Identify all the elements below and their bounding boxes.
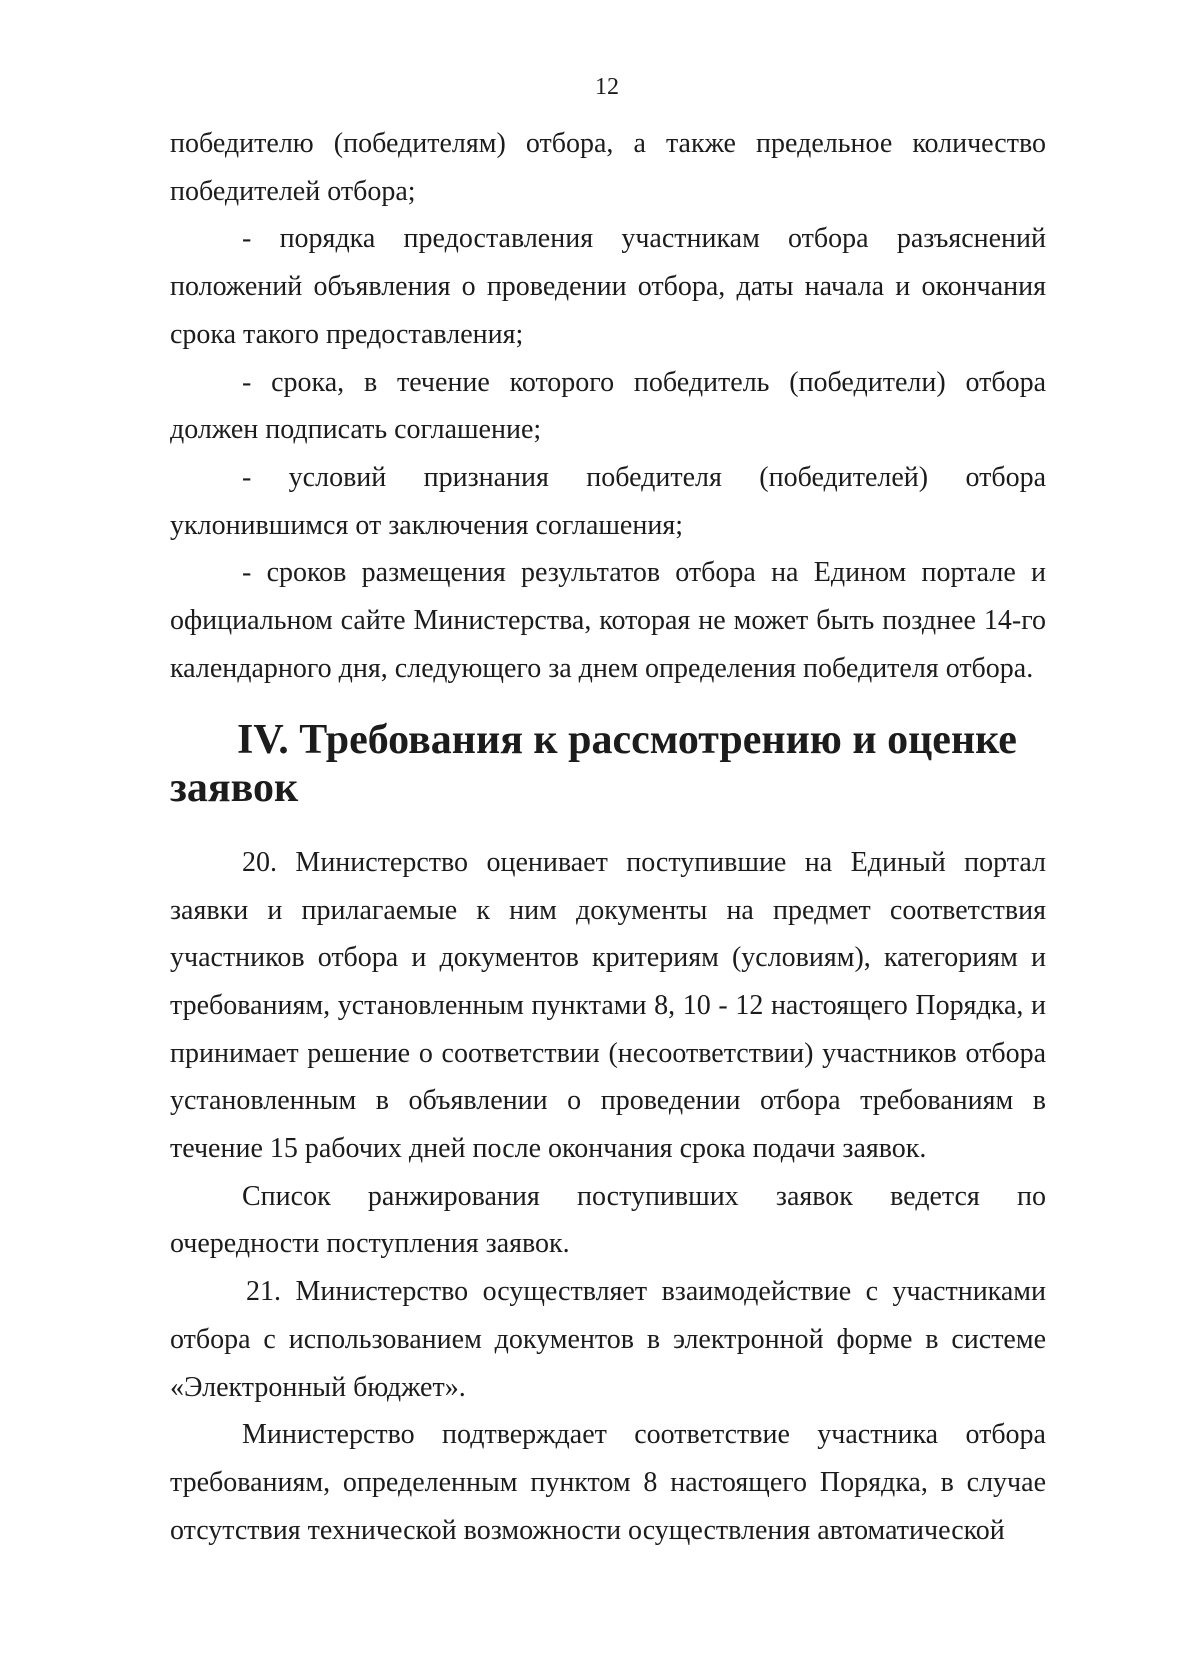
list-item-evasion-conditions: - условий признания победителя (победителей) отбора уклонившимся от заключения соглашения; (170, 461, 1046, 541)
paragraph-ministry-confirmation: Министерство подтверждает соответствие участника отбора требованиям, определенным пунктом 8 настоящего Порядка, в случае отсутствия технической возможности осуществления автоматической (170, 1419, 1046, 1546)
paragraph-20: 20. Министерство оценивает поступившие на Единый портал заявки и прилагаемые к ним документы на предмет соответствия участников отбора и документов критериям (условиям), категориям и требованиям, установленным пунктами 8, 10 - 12 настоящего Порядка, и принимает решение о соответствии (несоответствии) участников отбора установленным в объявлении о проведении отбора требованиям в течение 15 рабочих дней после окончания срока подачи заявок. (170, 846, 1046, 1165)
paragraph-continuation: победителю (победителям) отбора, а также предельное количество победителей отбора; (170, 128, 1046, 207)
section-heading: IV. Требования к рассмотрению и оценке заявок (170, 717, 1017, 812)
list-item-clarification-procedure: - порядка предоставления участникам отбора разъяснений положений объявления о проведении отбора, даты начала и окончания срока такого предоставления; (170, 223, 1046, 350)
list-item-results-publication: - сроков размещения результатов отбора на Едином портале и официальном сайте Министерства, которая не может быть позднее 14-го календарного дня, следующего за днем определения победителя отбора. (170, 557, 1046, 684)
paragraph-ranking-list: Список ранжирования поступивших заявок ведется по очередности поступления заявок. (170, 1180, 1046, 1260)
document-body (170, 120, 1046, 1554)
paragraph-21: 21. Министерство осуществляет взаимодействие с участниками отбора с использованием документов в электронной форме в системе «Электронный бюджет». (170, 1276, 1046, 1403)
list-item-signing-deadline: - срока, в течение которого победитель (победители) отбора должен подписать соглашение; (170, 366, 1046, 446)
page-number: 12 (595, 74, 619, 100)
